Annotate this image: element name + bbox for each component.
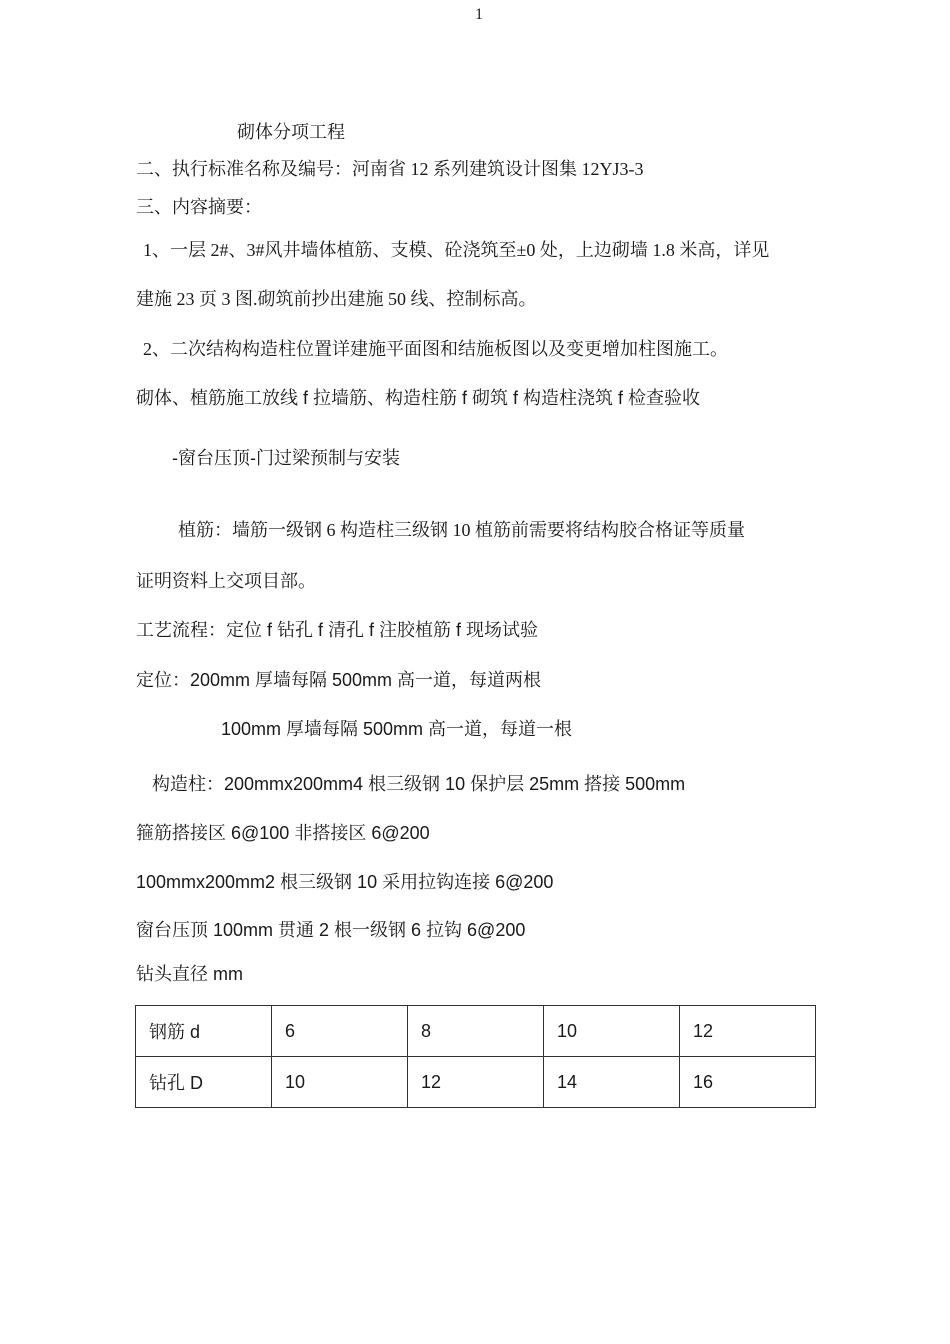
table-cell: 钢筋 d [136, 1006, 272, 1057]
sill-line: 窗台压顶 100mm 贯通 2 根一级钢 6 拉钩 6@200 [136, 920, 526, 940]
table-row [136, 1006, 816, 1057]
table-cell: 14 [543, 1057, 679, 1108]
table-cell: 12 [407, 1057, 543, 1108]
table-cell: 8 [407, 1006, 543, 1057]
table-cell: 6 [271, 1006, 407, 1057]
item-1-line-1: 1、一层 2#、3#风井墙体植筋、支模、砼浇筑至±0 处，上边砌墙 1.8 米高，详见 [143, 240, 770, 260]
process-line: 工艺流程：定位 f 钻孔 f 清孔 f 注胶植筋 f 现场试验 [136, 620, 539, 640]
drill-diameter-table [135, 1005, 816, 1108]
position-line-1: 定位：200mm 厚墙每隔 500mm 高一道，每道两根 [136, 670, 542, 690]
column-line-2: 100mmx200mm2 根三级钢 10 采用拉钩连接 6@200 [136, 872, 554, 892]
section-title: 砌体分项工程 [237, 122, 345, 142]
table-cell: 10 [271, 1057, 407, 1108]
drill-caption: 钻头直径 mm [136, 964, 243, 984]
item-1-line-2: 建施 23 页 3 图.砌筑前抄出建施 50 线、控制标高。 [136, 289, 537, 309]
standard-line: 二、执行标准名称及编号：河南省 12 系列建筑设计图集 12YJ3-3 [136, 159, 644, 179]
table-row [136, 1057, 816, 1108]
table-cell: 钻孔 D [136, 1057, 272, 1108]
column-line-1: 构造柱：200mmx200mm4 根三级钢 10 保护层 25mm 搭接 500mm [152, 774, 686, 794]
flow-line-2: -窗台压顶-门过梁预制与安装 [172, 448, 400, 468]
item-2: 2、二次结构构造柱位置详建施平面图和结施板图以及变更增加柱图施工。 [143, 339, 728, 359]
flow-line-1: 砌体、植筋施工放线 f 拉墙筋、构造柱筋 f 砌筑 f 构造柱浇筑 f 检查验收 [136, 388, 701, 408]
page-number: 1 [475, 6, 483, 23]
position-line-2: 100mm 厚墙每隔 500mm 高一道，每道一根 [221, 719, 573, 739]
stirrup-line: 箍筋搭接区 6@100 非搭接区 6@200 [136, 823, 430, 843]
table-cell: 12 [679, 1006, 815, 1057]
rebar-note-line-1: 植筋：墙筋一级钢 6 构造柱三级钢 10 植筋前需要将结构胶合格证等质量 [178, 520, 745, 540]
table-cell: 16 [679, 1057, 815, 1108]
rebar-note-line-2: 证明资料上交项目部。 [136, 571, 316, 591]
table-cell: 10 [543, 1006, 679, 1057]
summary-heading: 三、内容摘要： [136, 197, 262, 217]
